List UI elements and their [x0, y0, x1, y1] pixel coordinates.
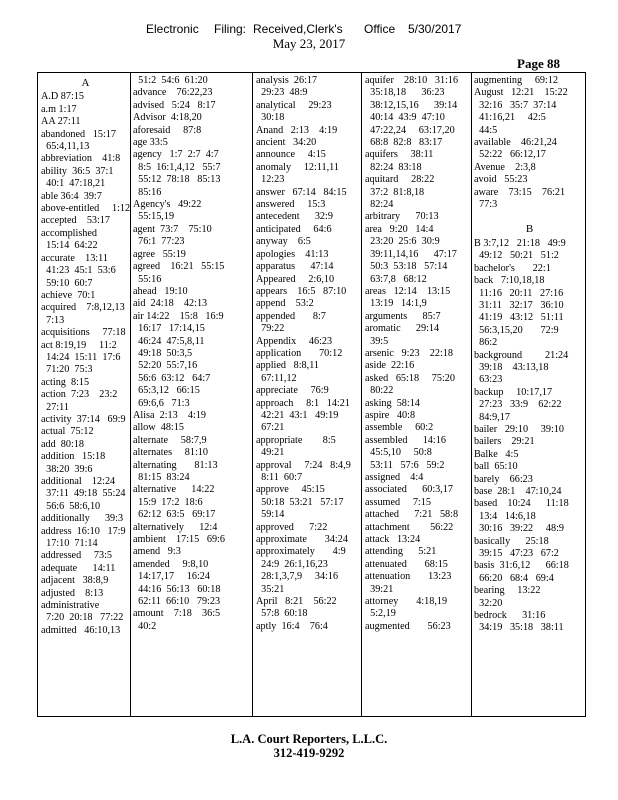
index-entry-line: assumed 7:15 — [365, 496, 431, 508]
index-entry-line: analysis 26:17 — [256, 75, 318, 86]
index-entry-line: background 21:24 — [474, 349, 569, 361]
index-entry-line: 40:14 43:9 47:10 — [365, 112, 445, 124]
index-entry-line: areas 12:14 13:15 — [365, 285, 451, 297]
index-entry-line: 7:13 — [41, 314, 65, 326]
index-entry-line: 35:18,18 36:23 — [365, 87, 445, 99]
index-entry-line: 85:16 — [133, 186, 162, 198]
index-entry-line: attorney 4:18,19 — [365, 596, 448, 608]
index-entry-line: aquitard 28:22 — [365, 174, 435, 186]
index-entry-line: 30:18 — [256, 112, 285, 124]
filing-stamp-part: Filing: — [214, 22, 247, 36]
index-entry-line: amend 9:3 — [133, 546, 181, 558]
index-entry-line: back 7:10,18,18 — [474, 275, 545, 287]
index-entry-line: ambient 17:15 69:6 — [133, 534, 225, 546]
index-entry-line: 84:9,17 — [474, 411, 510, 423]
index-entry-line: 45:5,10 50:8 — [365, 447, 432, 459]
index-entry-line: anomaly 12:11,11 — [256, 161, 339, 173]
index-entry-line: announce 4:15 — [256, 149, 326, 161]
index-entry-line: 62:12 63:5 69:17 — [133, 509, 216, 521]
index-entry-line: apparatus 47:14 — [256, 261, 334, 273]
index-entry-line: 71:20 75:3 — [41, 364, 93, 376]
index-entry-line: aspire 40:8 — [365, 409, 416, 421]
index-entry-line: area 9:20 14:4 — [365, 223, 434, 235]
index-column-2 — [133, 75, 251, 715]
index-entry-line: 59:10 60:7 — [41, 277, 93, 289]
index-entry-line: air 14:22 15:8 16:9 — [133, 310, 224, 322]
index-entry-line: 82:24 83:18 — [365, 161, 422, 173]
index-entry-line: appended 8:7 — [256, 310, 326, 322]
index-entry-line: 11:16 20:11 27:16 — [474, 287, 564, 299]
index-entry-line: 39:5 — [365, 335, 389, 347]
index-entry-line: 39:18 43:13,18 — [474, 361, 549, 373]
index-entry-line: 50:18 53:21 57:17 — [256, 496, 344, 508]
index-entry-line: attenuation 13:23 — [365, 571, 452, 583]
index-entry-line: 44:5 — [474, 124, 498, 136]
index-entry-line: acting 8:15 — [41, 376, 90, 388]
index-entry-line: aside 22:16 — [365, 360, 415, 372]
index-entry-line: 79:22 — [256, 323, 285, 335]
index-entry-line: add 80:18 — [41, 438, 85, 450]
index-entry-line: based 10:24 11:18 — [474, 498, 569, 510]
index-letter-heading: A — [81, 77, 90, 89]
index-entry-line: appears 16:5 87:10 — [256, 285, 347, 297]
index-entry-line: Appeared 2:6,10 — [256, 273, 335, 285]
index-entry-line: 29:23 48:9 — [256, 87, 308, 99]
index-entry-line: 51:2 54:6 61:20 — [133, 75, 208, 86]
index-entry-line: administrative — [41, 600, 100, 612]
index-entry-line: 86:2 — [474, 337, 498, 349]
index-entry-line: 55:12 78:18 85:13 — [133, 174, 221, 186]
index-entry-line: 76:1 77:23 — [133, 236, 185, 248]
index-letter-heading: B — [525, 223, 534, 236]
index-entry-line: 27:11 — [41, 401, 69, 413]
index-entry-line: 50:3 53:18 57:14 — [365, 261, 448, 273]
index-entry-line: 52:22 66:12,17 — [474, 149, 546, 161]
index-entry-line: answered 15:3 — [256, 199, 326, 211]
index-entry-line: 67:21 — [256, 422, 285, 434]
index-column-1 — [41, 75, 130, 715]
index-entry-line: applied 8:8,11 — [256, 360, 319, 372]
index-entry-line: arguments 85:7 — [365, 310, 441, 322]
filing-stamp-part: Received,Clerk's — [253, 22, 343, 36]
index-entry-line: appreciate 76:9 — [256, 385, 329, 397]
index-entry-line: 59:14 — [256, 509, 285, 521]
index-entry-line: admitted 46:10,13 — [41, 624, 121, 636]
index-column-4 — [365, 75, 470, 715]
index-entry-line: B 3:7,12 21:18 49:9 — [474, 237, 566, 249]
index-entry-line: Appendix 46:23 — [256, 335, 333, 347]
index-entry-line: 56:6 63:12 64:7 — [133, 372, 211, 384]
index-entry-line: attenuated 68:15 — [365, 558, 448, 570]
index-entry-line: 13:4 14:6,18 — [474, 510, 536, 522]
index-entry-line: accomplished — [41, 227, 98, 239]
index-entry-line: 57:8 60:18 — [256, 608, 308, 620]
index-entry-line: Agency's 49:22 — [133, 199, 202, 211]
index-entry-line: arbitrary 70:13 — [365, 211, 439, 223]
index-entry-line: 41:19 43:12 51:11 — [474, 312, 564, 324]
index-entry-line: 38:20 39:6 — [41, 463, 93, 475]
index-entry-line: 31:11 32:17 36:10 — [474, 299, 564, 311]
index-entry-line: assembled 14:16 — [365, 434, 446, 446]
index-entry-line: adjusted 8:13 — [41, 587, 104, 599]
index-entry-line: anticipated 64:6 — [256, 223, 332, 235]
index-entry-line: aptly 16:4 76:4 — [256, 620, 328, 632]
index-entry-line: append 53:2 — [256, 298, 314, 310]
index-entry-line: 49:12 50:21 51:2 — [474, 250, 559, 262]
index-entry-line: available 46:21,24 — [474, 137, 557, 149]
index-entry-line: 56:6 58:6,10 — [41, 500, 101, 512]
index-column-3 — [256, 75, 360, 715]
index-entry-line: 27:23 33:9 62:22 — [474, 399, 562, 411]
index-entry-line: amount 7:18 36:5 — [133, 608, 221, 620]
column-divider — [361, 73, 362, 716]
index-entry-line: 47:22,24 63:17,20 — [365, 124, 455, 136]
column-divider — [471, 73, 472, 716]
index-entry-line: agreed 16:21 55:15 — [133, 261, 225, 273]
index-entry-line: apologies 41:13 — [256, 248, 329, 260]
index-entry-line: 53:11 57:6 59:2 — [365, 459, 445, 471]
index-entry-line: application 70:12 — [256, 347, 343, 359]
index-entry-line: amended 9:8,10 — [133, 558, 209, 570]
hearing-date: May 23, 2017 — [272, 36, 346, 51]
index-entry-line: advance 76:22,23 — [133, 87, 213, 99]
index-entry-line: bailers 29:21 — [474, 436, 535, 448]
index-entry-line: avoid 55:23 — [474, 174, 528, 186]
index-entry-line: 32:16 35:7 37:14 — [474, 99, 557, 111]
index-entry-line: 17:10 71:14 — [41, 538, 98, 550]
filing-stamp-part: 5/30/2017 — [408, 22, 462, 36]
section-spacer — [474, 211, 585, 221]
index-entry-line: Alisa 2:13 4:19 — [133, 409, 207, 421]
index-entry-line: achieve 70:1 — [41, 289, 96, 301]
index-entry-line: 34:19 35:18 38:11 — [474, 622, 564, 634]
index-entry-line: approved 7:22 — [256, 521, 328, 533]
index-entry-line: 37:11 49:18 55:24 — [41, 488, 126, 500]
index-entry-line: appropriate 8:5 — [256, 434, 336, 446]
index-entry-line: abandoned 15:17 — [41, 128, 116, 140]
index-entry-line: assigned 4:4 — [365, 472, 424, 483]
reporter-name: L.A. Court Reporters, L.L.C. — [230, 732, 388, 746]
index-entry-line: approximate 34:24 — [256, 534, 348, 546]
index-entry-line: accepted 53:17 — [41, 215, 111, 227]
index-entry-line: attending 5:21 — [365, 546, 437, 558]
index-entry-line: agency 1:7 2:7 4:7 — [133, 149, 219, 161]
index-entry-line: agent 73:7 75:10 — [133, 223, 212, 235]
index-entry-line: 46:24 47:5,8,11 — [133, 335, 205, 347]
index-entry-line: attached 7:21 58:8 — [365, 509, 459, 521]
index-entry-line: aid 24:18 42:13 — [133, 298, 208, 310]
index-entry-line: action 7:23 23:2 — [41, 389, 118, 401]
index-entry-line: 28:1,3,7,9 34:16 — [256, 571, 339, 583]
index-entry-line: asking 58:14 — [365, 397, 420, 409]
index-entry-line: bedrock 31:16 — [474, 610, 546, 622]
index-entry-line: 82:24 — [365, 199, 394, 211]
column-divider — [130, 73, 131, 716]
index-entry-line: 23:20 25:6 30:9 — [365, 236, 440, 248]
index-entry-line: aquifers 38:11 — [365, 149, 434, 161]
index-entry-line: able 36:4 39:7 — [41, 190, 102, 202]
index-entry-line: approach 8:1 14:21 — [256, 397, 350, 409]
index-entry-line: 44:16 56:13 60:18 — [133, 583, 221, 595]
index-entry-line: approve 45:15 — [256, 484, 325, 496]
index-entry-line: 63:23 — [474, 374, 503, 386]
index-entry-line: additional 12:24 — [41, 476, 116, 487]
index-entry-line: alternatively 12:4 — [133, 521, 218, 533]
index-entry-line: alternate 58:7,9 — [133, 434, 207, 446]
index-entry-line: ability 36:5 37:1 — [41, 165, 114, 177]
index-entry-line: 38:12,15,16 39:14 — [365, 99, 458, 111]
index-entry-line: bailer 29:10 39:10 — [474, 423, 564, 435]
index-entry-line: 8:11 60:7 — [256, 472, 303, 483]
filing-stamp-part: Office — [364, 22, 396, 36]
index-entry-line: ahead 19:10 — [133, 285, 188, 297]
index-entry-line: accurate 13:11 — [41, 252, 108, 264]
index-entry-line: addressed 73:5 — [41, 550, 113, 562]
index-entry-line: 63:7,8 68:12 — [365, 273, 427, 285]
page-number: Page 88 — [517, 56, 560, 71]
index-entry-line: 55:15,19 — [133, 211, 175, 223]
index-entry-line: adjacent 38:8,9 — [41, 575, 109, 587]
index-entry-line: 12:23 — [256, 174, 285, 186]
index-entry-line: ball 65:10 — [474, 461, 518, 473]
index-entry-line: 49:21 — [256, 447, 285, 459]
index-entry-line: associated 60:3,17 — [365, 484, 453, 496]
index-entry-line: 37:2 81:8,18 — [365, 186, 425, 198]
index-entry-line: barely 66:23 — [474, 473, 533, 485]
index-entry-line: advised 5:24 8:17 — [133, 99, 216, 111]
index-entry-line: above-entitled 1:12 — [41, 203, 130, 215]
index-entry-line: 14:24 15:11 17:6 — [41, 351, 121, 363]
index-entry-line: a.m 1:17 — [41, 103, 77, 115]
index-entry-line: 30:16 39:22 48:9 — [474, 523, 564, 535]
index-entry-line: 69:6,6 71:3 — [133, 397, 190, 409]
index-entry-line: Avenue 2:3,8 — [474, 161, 536, 173]
index-entry-line: basis 31:6,12 66:18 — [474, 560, 569, 572]
index-entry-line: 32:20 — [474, 597, 503, 609]
index-entry-line: approximately 4:9 — [256, 546, 346, 558]
index-entry-line: 39:11,14,16 47:17 — [365, 248, 457, 260]
index-entry-line: 56:3,15,20 72:9 — [474, 324, 559, 336]
index-entry-line: actual 75:12 — [41, 426, 94, 438]
index-entry-line: augmenting 69:12 — [474, 75, 559, 86]
index-entry-line: 65:4,11,13 — [41, 141, 90, 153]
index-entry-line: 35:21 — [256, 583, 285, 595]
index-entry-line: act 8:19,19 11:2 — [41, 339, 117, 351]
index-entry-line: anyway 6:5 — [256, 236, 311, 248]
index-entry-line: AA 27:11 — [41, 116, 81, 128]
index-entry-line: address 16:10 17:9 — [41, 525, 126, 537]
index-entry-line: Balke 4:5 — [474, 448, 519, 460]
index-entry-line: 14:17,17 16:24 — [133, 571, 210, 583]
index-entry-line: backup 10:17,17 — [474, 386, 553, 398]
index-entry-line: acquisitions 77:18 — [41, 327, 126, 339]
index-entry-line: aromatic 29:14 — [365, 323, 440, 335]
index-entry-line: 8:5 16:1,4,12 55:7 — [133, 161, 221, 173]
index-entry-line: 55:16 — [133, 273, 162, 285]
index-entry-line: aforesaid 87:8 — [133, 124, 202, 136]
index-entry-line: 66:20 68:4 69:4 — [474, 572, 554, 584]
index-entry-line: Advisor 4:18,20 — [133, 112, 202, 124]
index-entry-line: analytical 29:23 — [256, 99, 332, 111]
index-entry-line: 39:21 — [365, 583, 394, 595]
index-entry-line: 40:1 47:18,21 — [41, 178, 106, 190]
index-entry-line: 42:21 43:1 49:19 — [256, 409, 339, 421]
index-entry-line: agree 55:19 — [133, 248, 186, 260]
index-entry-line: 62:11 66:10 79:23 — [133, 596, 221, 608]
index-entry-line: bachelor's 22:1 — [474, 262, 551, 274]
index-entry-line: 39:15 47:23 67:2 — [474, 548, 559, 560]
reporter-phone: 312-419-9292 — [273, 746, 345, 760]
index-entry-line: alternating 81:13 — [133, 459, 218, 471]
index-entry-line: attack 13:24 — [365, 534, 421, 546]
index-entry-line: 77:3 — [474, 199, 498, 211]
index-entry-line: 49:18 50:3,5 — [133, 347, 193, 359]
index-entry-line: bearing 13:22 — [474, 585, 541, 597]
index-entry-line: aware 73:15 76:21 — [474, 186, 566, 198]
index-entry-line: arsenic 9:23 22:18 — [365, 347, 453, 359]
index-entry-line: activity 37:14 69:9 — [41, 413, 126, 425]
index-entry-line: approval 7:24 8:4,9 — [256, 459, 351, 471]
index-entry-line: 67:11,12 — [256, 372, 297, 384]
index-entry-line: asked 65:18 75:20 — [365, 372, 455, 384]
index-entry-line: 41:16,21 42:5 — [474, 112, 546, 124]
index-entry-line: 68:8 82:8 83:17 — [365, 137, 443, 149]
index-entry-line: 52:20 55:7,16 — [133, 360, 198, 372]
index-entry-line: additionally 39:3 — [41, 513, 124, 525]
index-entry-line: age 33:5 — [133, 137, 168, 149]
index-entry-line: addition 15:18 — [41, 451, 106, 463]
index-entry-line: alternative 14:22 — [133, 484, 215, 496]
index-entry-line: antecedent 32:9 — [256, 211, 333, 223]
index-entry-line: August 12:21 15:22 — [474, 87, 568, 99]
index-entry-line: allow 48:15 — [133, 422, 184, 434]
filing-stamp-part: Electronic — [146, 22, 199, 36]
index-entry-line: 13:19 14:1,9 — [365, 298, 427, 310]
index-entry-line: 16:17 17:14,15 — [133, 323, 205, 335]
index-entry-line: answer 67:14 84:15 — [256, 186, 347, 198]
index-entry-line: April 8:21 56:22 — [256, 596, 337, 608]
index-entry-line: 81:15 83:24 — [133, 472, 190, 483]
index-entry-line: 65:3,12 66:15 — [133, 385, 200, 397]
index-entry-line: alternates 81:10 — [133, 447, 208, 459]
index-entry-line: aquifer 28:10 31:16 — [365, 75, 459, 86]
index-entry-line: adequate 14:11 — [41, 562, 116, 574]
index-entry-line: 41:23 45:1 53:6 — [41, 265, 116, 277]
index-entry-line: 24:9 26:1,16,23 — [256, 558, 328, 570]
index-column-5 — [474, 75, 585, 715]
index-entry-line: attachment 56:22 — [365, 521, 454, 533]
index-entry-line: basically 25:18 — [474, 535, 549, 547]
index-entry-line: 7:20 20:18 77:22 — [41, 612, 124, 624]
index-entry-line: A.D 87:15 — [41, 91, 85, 103]
index-entry-line: 15:9 17:2 18:6 — [133, 496, 203, 508]
index-entry-line: abbreviation 41:8 — [41, 153, 121, 165]
index-entry-line: 15:14 64:22 — [41, 240, 98, 252]
index-entry-line: base 28:1 47:10,24 — [474, 486, 562, 497]
index-entry-line: Anand 2:13 4:19 — [256, 124, 338, 136]
column-divider — [252, 73, 253, 716]
index-entry-line: 80:22 — [365, 385, 394, 397]
index-entry-line: 5:2,19 — [365, 608, 396, 620]
index-entry-line: augmented 56:23 — [365, 620, 451, 632]
index-entry-line: ancient 34:20 — [256, 137, 317, 149]
index-entry-line: acquired 7:8,12,13 — [41, 302, 125, 314]
index-entry-line: assemble 60:2 — [365, 422, 434, 434]
index-entry-line: 40:2 — [133, 620, 157, 632]
